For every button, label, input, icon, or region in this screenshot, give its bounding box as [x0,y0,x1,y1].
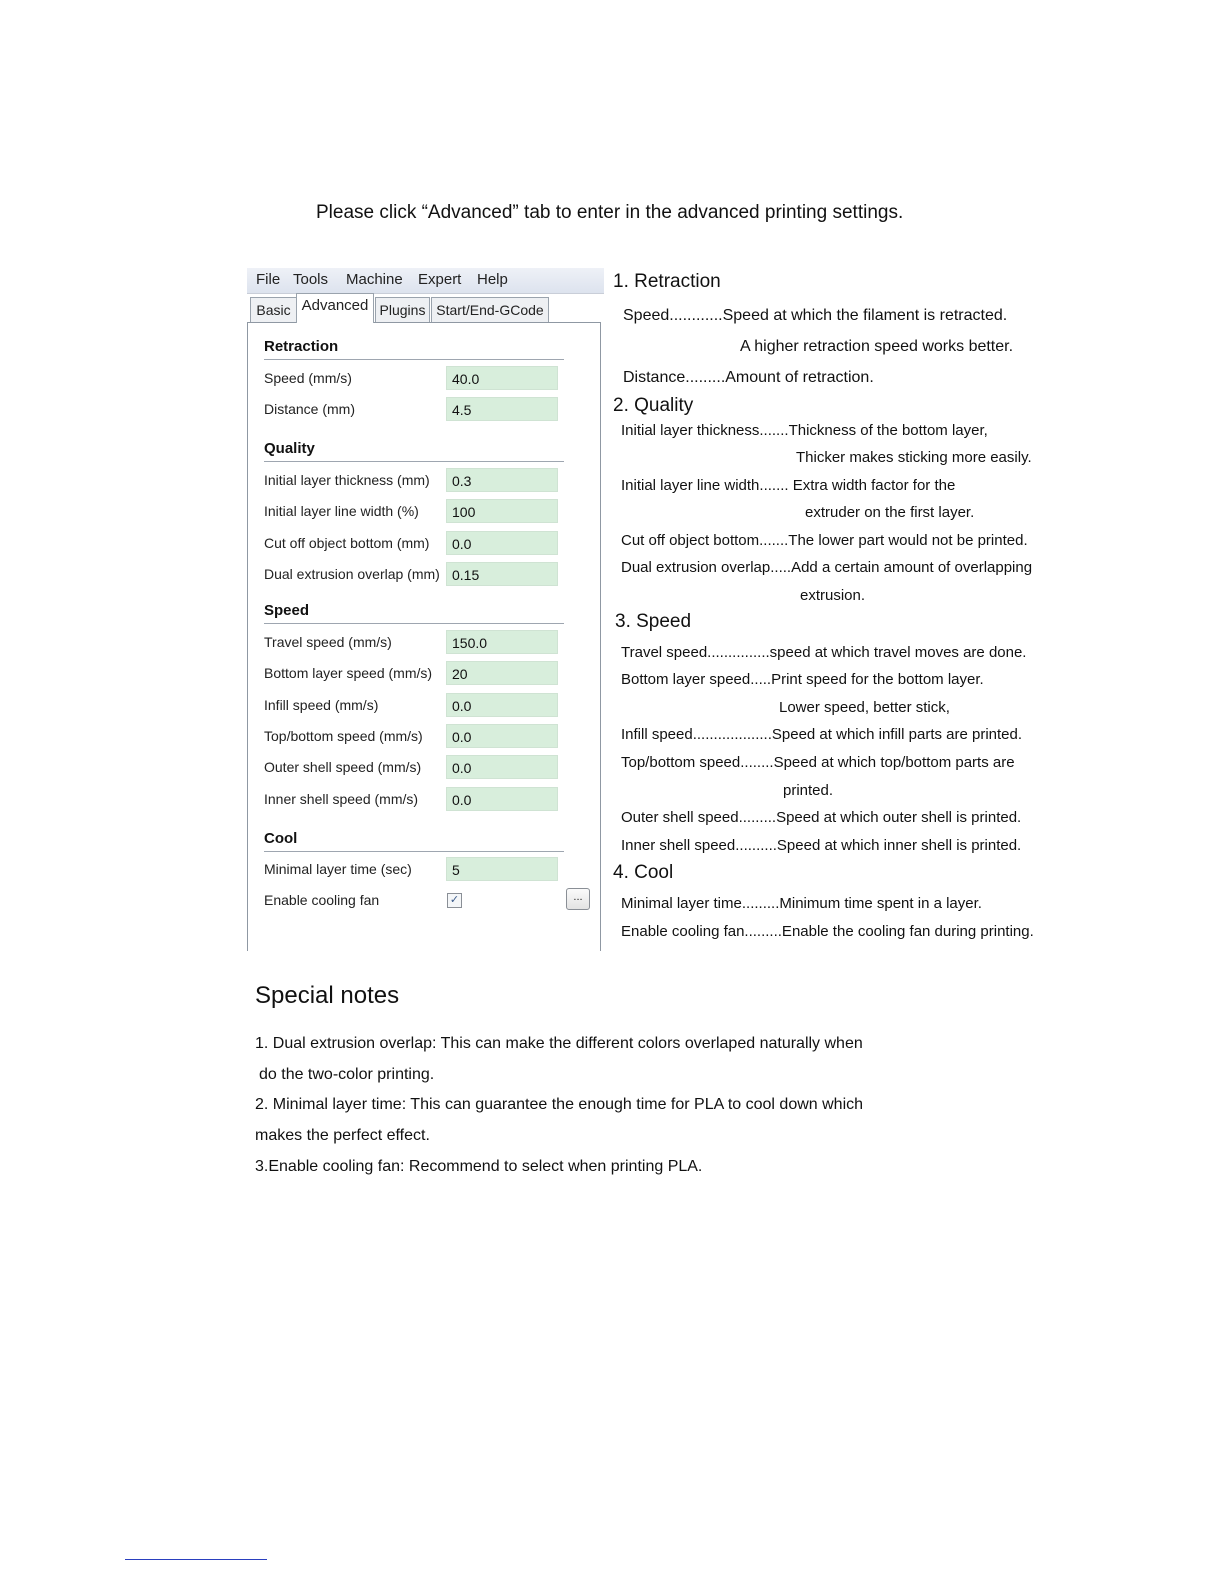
section-speed-title: Speed [264,602,310,619]
explain-cool-title: 4. Cool [613,862,674,883]
tab-start-end-gcode[interactable]: Start/End-GCode [431,297,549,322]
retraction-speed-label: Speed (mm/s) [264,370,352,386]
outer-shell-speed-label: Outer shell speed (mm/s) [264,759,422,775]
explain-min-time: Minimal layer time.........Minimum time spent in a layer. [621,895,982,912]
explain-retraction-title: 1. Retraction [613,271,721,292]
tab-plugins[interactable]: Plugins [375,297,430,322]
inner-shell-speed-input[interactable]: 0.0 [446,787,558,811]
explain-speed-title: 3. Speed [615,611,692,632]
explain-bottom-cont: Lower speed, better stick, [779,699,950,716]
tab-basic[interactable]: Basic [250,297,297,322]
explain-retraction-speed-cont: A higher retraction speed works better. [740,338,1014,355]
initial-layer-thickness-label: Initial layer thickness (mm) [264,472,430,488]
menu-file[interactable]: File [256,271,281,288]
explain-initial-width-cont: extruder on the first layer. [805,504,975,521]
note-3: 3.Enable cooling fan: Recommend to select when printing PLA. [255,1158,703,1175]
section-cool-title: Cool [264,830,298,847]
settings-panel [247,268,604,950]
section-divider [264,623,564,624]
explain-outer: Outer shell speed.........Speed at which outer shell is printed. [621,809,1022,826]
note-1-line-1: 1. Dual extrusion overlap: This can make the different colors overlaped naturally when [255,1035,863,1052]
inner-shell-speed-label: Inner shell speed (mm/s) [264,791,419,807]
travel-speed-label: Travel speed (mm/s) [264,634,392,650]
enable-cooling-fan-checkbox[interactable]: ✓ [447,893,462,908]
infill-speed-input[interactable]: 0.0 [446,693,558,717]
menu-bar [247,268,604,294]
explain-retraction-distance: Distance.........Amount of retraction. [623,369,874,386]
initial-layer-line-width-input[interactable]: 100 [446,499,558,523]
explain-fan: Enable cooling fan.........Enable the cooling fan during printing. [621,923,1034,940]
note-2-line-2: makes the perfect effect. [255,1127,430,1144]
explain-initial-thickness: Initial layer thickness.......Thickness of the bottom layer, [621,422,988,439]
explain-quality-title: 2. Quality [613,395,694,416]
initial-layer-thickness-input[interactable]: 0.3 [446,468,558,492]
menu-help[interactable]: Help [477,271,508,288]
menu-machine[interactable]: Machine [346,271,403,288]
top-bottom-speed-label: Top/bottom speed (mm/s) [264,728,423,744]
outer-shell-speed-input[interactable]: 0.0 [446,755,558,779]
initial-layer-line-width-label: Initial layer line width (%) [264,503,419,519]
explain-inner: Inner shell speed..........Speed at which inner shell is printed. [621,837,1022,854]
bottom-layer-speed-label: Bottom layer speed (mm/s) [264,665,433,681]
explain-topbottom-cont: printed. [783,782,834,799]
section-divider [264,461,564,462]
explain-infill: Infill speed...................Speed at which infill parts are printed. [621,726,1023,743]
footnote-divider [125,1559,267,1560]
bottom-layer-speed-input[interactable]: 20 [446,661,558,685]
menu-expert[interactable]: Expert [418,271,462,288]
explain-travel: Travel speed...............speed at which travel moves are done. [621,644,1027,661]
travel-speed-input[interactable]: 150.0 [446,630,558,654]
enable-cooling-fan-label: Enable cooling fan [264,892,380,908]
infill-speed-label: Infill speed (mm/s) [264,697,379,713]
minimal-layer-time-label: Minimal layer time (sec) [264,861,412,877]
section-quality-title: Quality [264,440,315,457]
cut-off-object-bottom-input[interactable]: 0.0 [446,531,558,555]
retraction-distance-input[interactable]: 4.5 [446,397,558,421]
section-retraction-title: Retraction [264,338,339,355]
explain-initial-width: Initial layer line width....... Extra width factor for the [621,477,956,494]
explain-dual-cont: extrusion. [800,587,866,604]
retraction-speed-input[interactable]: 40.0 [446,366,558,390]
dual-extrusion-overlap-input[interactable]: 0.15 [446,562,558,586]
minimal-layer-time-input[interactable]: 5 [446,857,558,881]
section-divider [264,851,564,852]
advanced-settings-frame [247,322,601,951]
top-bottom-speed-input[interactable]: 0.0 [446,724,558,748]
explain-topbottom: Top/bottom speed........Speed at which top/bottom parts are [621,754,1015,771]
cut-off-object-bottom-label: Cut off object bottom (mm) [264,535,430,551]
explain-initial-thickness-cont: Thicker makes sticking more easily. [796,449,1032,466]
section-divider [264,359,564,360]
explain-dual: Dual extrusion overlap.....Add a certain amount of overlapping [621,559,1033,576]
tab-bar [247,295,604,323]
explain-retraction-speed: Speed............Speed at which the filament is retracted. [623,307,1008,324]
note-2-line-1: 2. Minimal layer time: This can guarantee the enough time for PLA to cool down which [255,1096,864,1113]
retraction-distance-label: Distance (mm) [264,401,356,417]
dual-extrusion-overlap-label: Dual extrusion overlap (mm) [264,566,440,582]
explain-cut-off: Cut off object bottom.......The lower part would not be printed. [621,532,1028,549]
note-1-line-2: do the two-color printing. [259,1066,435,1083]
cooling-fan-more-button[interactable]: ... [566,888,590,910]
special-notes-title: Special notes [255,982,400,1009]
explain-bottom: Bottom layer speed.....Print speed for the bottom layer. [621,671,984,688]
tab-advanced[interactable]: Advanced [296,293,374,323]
menu-tools[interactable]: Tools [293,271,329,288]
intro-text: Please click “Advanced” tab to enter in the advanced printing settings. [316,202,904,223]
